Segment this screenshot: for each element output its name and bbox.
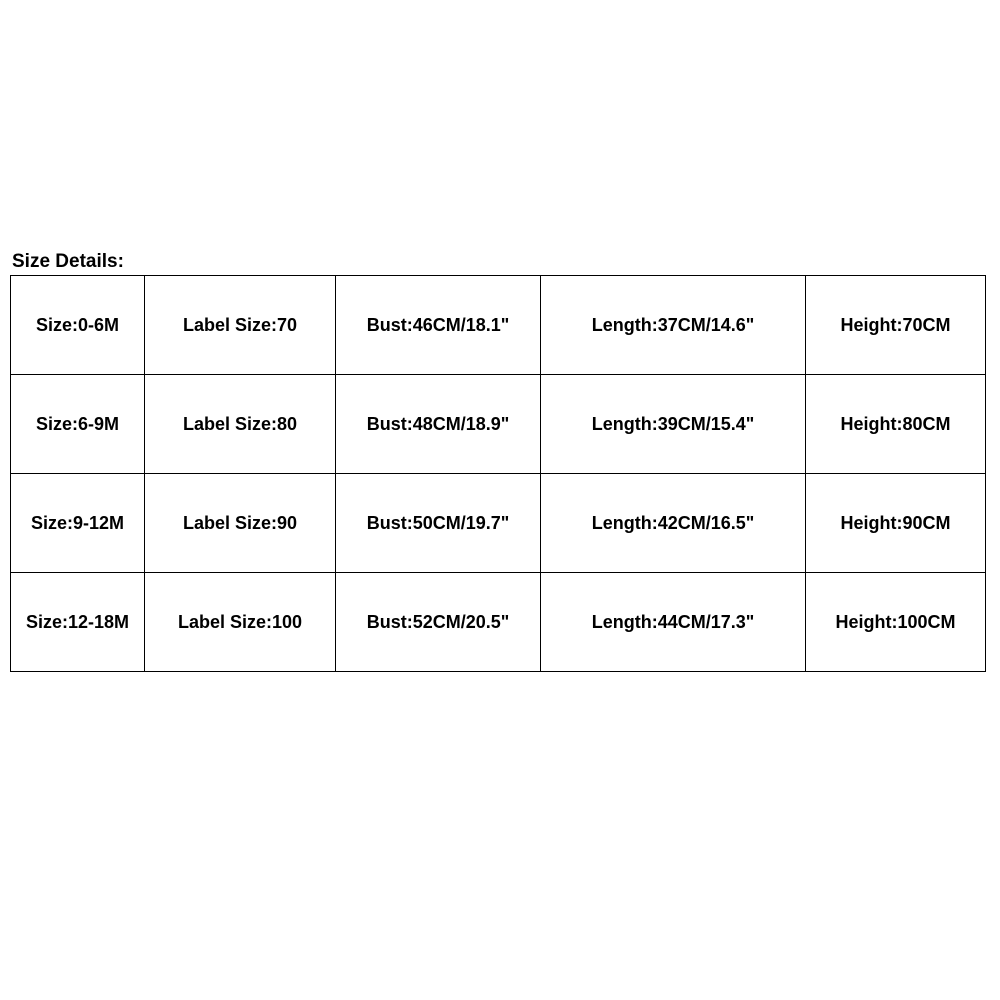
height-cell: Height:70CM [806,276,986,375]
label-size-cell: Label Size:80 [145,375,336,474]
length-cell: Length:42CM/16.5" [541,474,806,573]
size-cell: Size:0-6M [11,276,145,375]
size-cell: Size:12-18M [11,573,145,672]
label-size-cell: Label Size:70 [145,276,336,375]
table-row [11,573,986,672]
table-row [11,474,986,573]
table-row [11,276,986,375]
size-chart-table [10,275,986,672]
bust-cell: Bust:52CM/20.5" [336,573,541,672]
bust-cell: Bust:46CM/18.1" [336,276,541,375]
height-cell: Height:80CM [806,375,986,474]
bust-cell: Bust:48CM/18.9" [336,375,541,474]
size-details-heading: Size Details: [12,251,124,272]
label-size-cell: Label Size:100 [145,573,336,672]
height-cell: Height:100CM [806,573,986,672]
length-cell: Length:44CM/17.3" [541,573,806,672]
height-cell: Height:90CM [806,474,986,573]
length-cell: Length:37CM/14.6" [541,276,806,375]
table-row [11,375,986,474]
size-cell: Size:6-9M [11,375,145,474]
bust-cell: Bust:50CM/19.7" [336,474,541,573]
length-cell: Length:39CM/15.4" [541,375,806,474]
size-cell: Size:9-12M [11,474,145,573]
label-size-cell: Label Size:90 [145,474,336,573]
